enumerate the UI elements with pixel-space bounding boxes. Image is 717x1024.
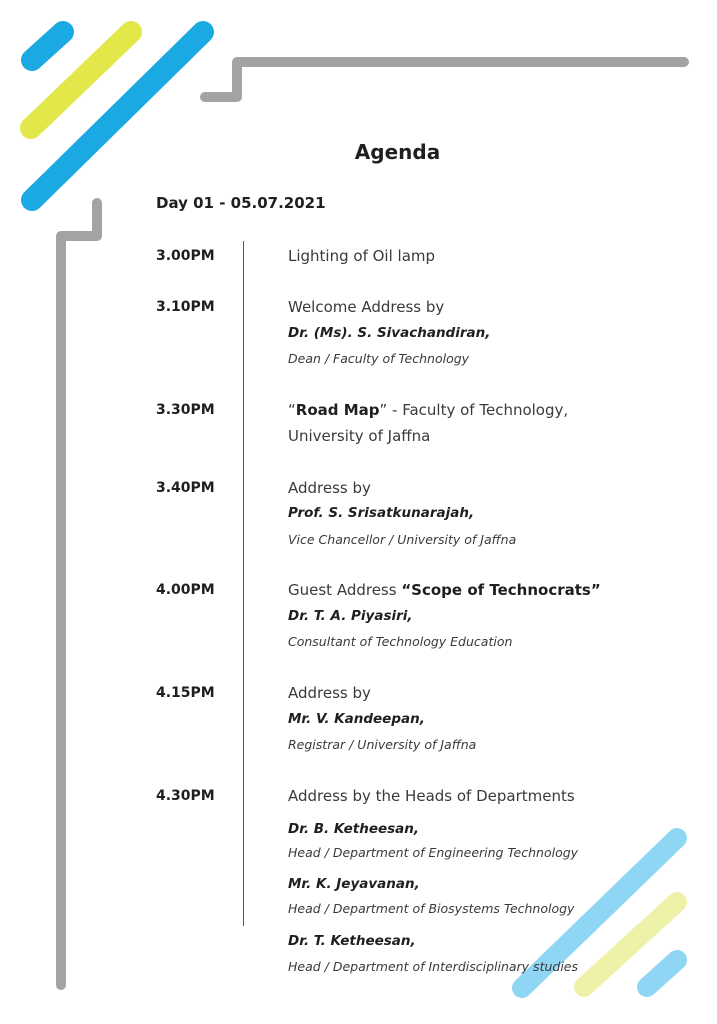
speaker-name: Dr. B. Ketheesan, <box>288 821 420 837</box>
agenda-bold-text: Road Map <box>295 401 380 419</box>
speaker-name: Mr. V. Kandeepan, <box>288 711 425 727</box>
speaker-name: Dr. (Ms). S. Sivachandiran, <box>288 325 491 341</box>
blue-stripe-short <box>32 32 63 60</box>
agenda-text: Address by <box>288 684 371 702</box>
agenda-text: Lighting of Oil lamp <box>288 247 436 265</box>
agenda-time: 3.10PM <box>156 299 215 315</box>
gray-bracket-top <box>205 62 684 97</box>
agenda-text: Address by <box>288 479 371 497</box>
speaker-role: Head / Department of Biosystems Technology <box>288 901 575 916</box>
quote-open: “ <box>288 401 296 419</box>
agenda-text <box>288 581 601 599</box>
agenda-time: 4.15PM <box>156 685 215 701</box>
speaker-role: Consultant of Technology Education <box>288 634 513 649</box>
day-heading: Day 01 - 05.07.2021 <box>156 194 326 212</box>
agenda-time: 3.40PM <box>156 480 215 496</box>
speaker-role: Head / Department of Interdisciplinary studies <box>288 959 579 974</box>
speaker-name: Dr. T. Ketheesan, <box>288 933 416 949</box>
agenda-time: 3.00PM <box>156 248 215 264</box>
gray-bracket-left <box>61 203 97 985</box>
agenda-text-rest: ” - Faculty of Technology, <box>379 401 569 419</box>
speaker-role: Vice Chancellor / University of Jaffna <box>288 532 517 547</box>
agenda-text <box>288 401 568 419</box>
light-blue-stripe-short <box>647 960 677 987</box>
speaker-role: Head / Department of Engineering Technology <box>288 845 579 860</box>
speaker-name: Dr. T. A. Piyasiri, <box>288 608 413 624</box>
agenda-text-line2: University of Jaffna <box>288 427 431 445</box>
agenda-text: Address by the Heads of Departments <box>288 787 575 805</box>
agenda-text: Welcome Address by <box>288 298 445 316</box>
agenda-time: 4.00PM <box>156 582 215 598</box>
agenda-text-lead: Guest Address <box>288 581 402 599</box>
timeline-divider <box>243 241 244 926</box>
page-title: Agenda <box>354 140 441 164</box>
agenda-bold-text: “Scope of Technocrats” <box>401 581 601 599</box>
agenda-time: 3.30PM <box>156 402 215 418</box>
speaker-name: Prof. S. Srisatkunarajah, <box>288 505 475 521</box>
agenda-time: 4.30PM <box>156 788 215 804</box>
speaker-name: Mr. K. Jeyavanan, <box>288 876 420 892</box>
speaker-role: Dean / Faculty of Technology <box>288 351 470 366</box>
speaker-role: Registrar / University of Jaffna <box>288 737 477 752</box>
